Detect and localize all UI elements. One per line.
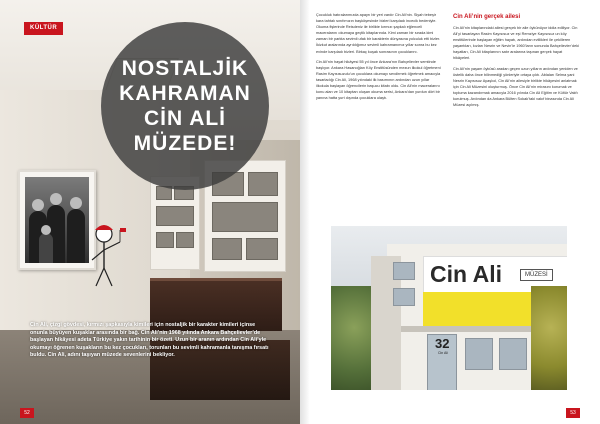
cin-ali-character-icon [86, 222, 126, 292]
window [465, 338, 493, 370]
exhibit-frame [248, 172, 278, 196]
museum-sign-text: Cin Ali [430, 261, 502, 287]
exhibit-frame [156, 206, 194, 226]
page-number-right: 53 [566, 408, 580, 418]
exhibit-frame [176, 232, 194, 248]
window [499, 338, 527, 370]
title-line: CİN ALİ [143, 107, 227, 130]
window [393, 288, 415, 306]
paragraph: Cin Ali’nin kitaplarındaki ailesi gerçek bir aile öykünüyor iddia ediliyor. Cin Ali’yi tasarlayan Rasim Kayısısuz ve eşi Remziye Kayısısuz un köy enstitülerinde başlayan eğitim hayatı, ardından evlilikleri ile çekilleren yaşantıları, kızları Nesrin ve Nevin’le 1960’ların sonunda Bahçelievler’deki hayatları, Cin Ali kitaplarının satır aralarına taşınan gerçek hayat hikâyeleri. [453, 26, 579, 61]
page-fold [300, 0, 310, 424]
exhibit-frame [156, 232, 174, 248]
category-tag: KÜLTÜR [24, 22, 63, 35]
door-number-sub: Cin Ali [438, 351, 448, 355]
paragraph: Çocukluk hatıralarımızda apayrı bir yeri vardır Cin Ali’nin. Siyah tebeşir kara tahtalı sınıfımızın başköşesinde bizleri karşıladı incecik bedeniyle. Okuma fişlerinde Reisdeniz ile birlikte kırmızı şapkalı eğlenceli maceralarını okumaya geçtik kitaplarında. Kimi zaman bir sırada kimi zaman bir parkta sevimli ufak bir karakterin dünyasına yolculuk etti bizler. İkizkut aralarında ayrıldığımız sevimli kahramanımız yıllar sonra bu kez evinde karşıladı bizleri. Birkaç kuşak sonrasının çocuklarını. [316, 13, 441, 54]
text-column-2 [453, 25, 579, 112]
exhibit-frame [246, 238, 278, 260]
page-number-left: 52 [20, 408, 34, 418]
title-line: KAHRAMAN [119, 82, 251, 105]
article-title [101, 56, 269, 156]
title-line: MÜZEDE! [133, 132, 237, 155]
paragraph: Cin Ali’nin yaşam öyküsü aradan geçen uzun yılların ardından yeniden ve üstelik daha önce bilinmediği yönleriyle ortaya çıktı. Ablaları Selma yani Nesrin Kayısısuz Ayaşlıol, Cin Ali’nin ailesiyle birlikte hikâyesini anlatmak için Cin Ali Müzesini oluşturmuş. Önce Cin Ali’nin mirasını korumak ve topluma kazandırmak amacıyla 2016 yılında Cin Ali Eğitim ve Kültür Vakfı kurulmuş. Ardından da Ankara Bülten Sokak’taki vakıf binasında Cin Ali Müzesi açılmış. [453, 66, 578, 108]
title-line: NOSTALJİK [121, 57, 249, 80]
family-photo [18, 170, 96, 270]
tree [531, 286, 567, 390]
exhibit-frame [212, 202, 278, 232]
right-page [300, 0, 600, 424]
museum-sign-subtext: MÜZESİ [520, 269, 553, 281]
door-number: 32 [435, 336, 450, 351]
lead-caption: Cin Ali, çizgi gövdesi, kırmızı şapkasıyla kimileri için nostaljik bir karakter kimileri içinse onunla büyüyen kuşaklar arasında bir bağ. Cin Ali’nin 1968 yılında Ankara Bahçelievler’de başlayan hikâyesi adeta Türkiye yakın tarihinin bir özeti. Uzun bir aranın ardından Cin Ali’yle okumayı öğrenen kuşakların bu kez çocukları, torunları bu sevimli kahramanla tanışma fırsatı buldu. Cin Ali, adını taşıyan müzede sevenlerini bekliyor. [30, 322, 269, 359]
text-column-1 [316, 12, 442, 105]
section-heading: Cin Ali’nin gerçek ailesi [453, 14, 521, 20]
exhibit-frame [212, 238, 242, 260]
window [393, 262, 415, 280]
museum-building-photo [331, 226, 567, 390]
paragraph: Cin Ali’nin hayat hikâyesi 55 yıl önce Ankara’nın Bahçelievler semtinde başlıyor. Ankara Hasanoğlan Köy Enstitüsünden mezun ilkokul öğretmeni Rasim Kayısısuzulu’un çocuklara okumayı sevdirmek öğretmek amacıyla tasarladığı Cin Ali, 1968 yılındaki ilk basımının ardından uzun yıllar ilkokula başlayan öğrencilerin başucu kitabı oldu. Cin Ali’nin maceralarını konu alan ve 10 kitaptan oluşan okuma serisi, Ankara’dan yurdun dört bir yanına hatta yurt dışında çocuklara ulaştı. [316, 59, 441, 101]
